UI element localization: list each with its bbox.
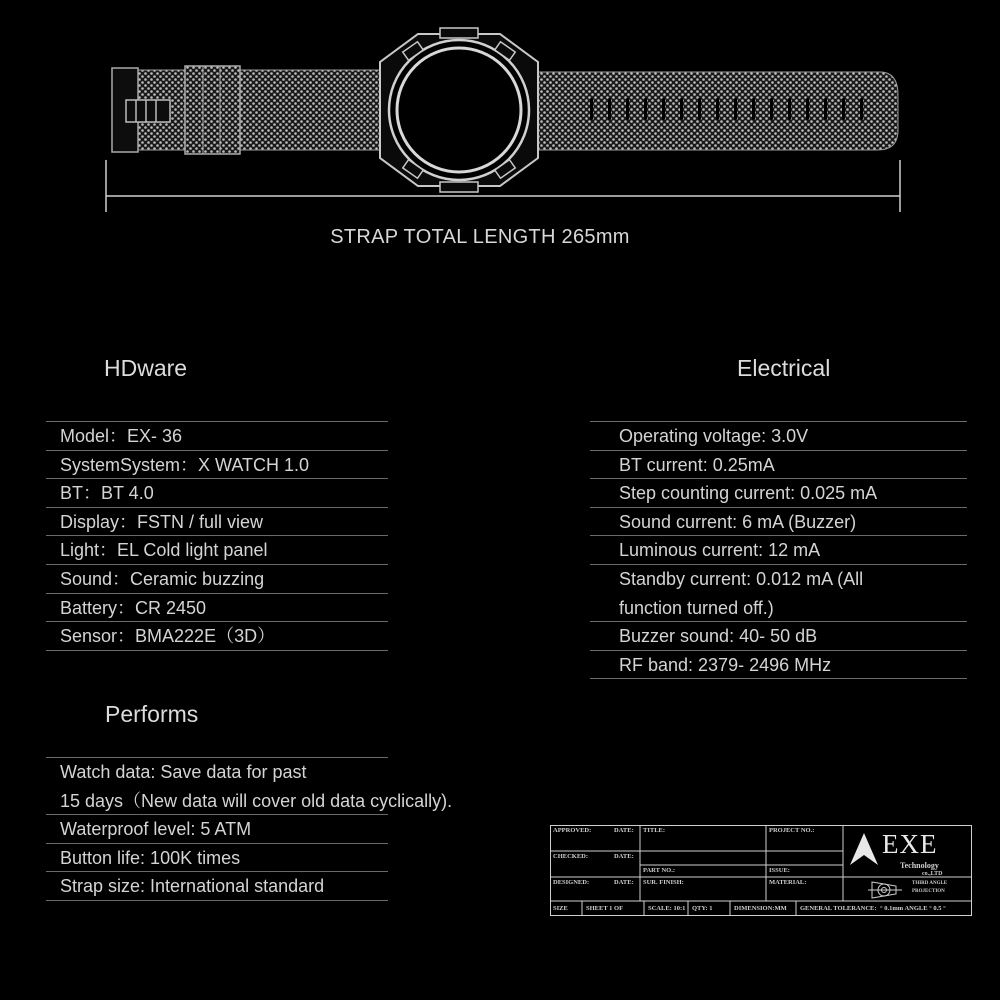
hardware-row-bt: BT：BT 4.0	[46, 479, 388, 508]
tb-date-label-2: DATE:	[614, 853, 634, 860]
tb-scale-label: SCALE: 10:1	[648, 905, 686, 912]
electrical-spec-table	[590, 421, 967, 679]
tb-material-label: MATERIAL:	[769, 879, 807, 886]
tb-designed-label: DESIGNED:	[553, 879, 590, 886]
watch-case	[380, 28, 538, 192]
tb-sur-finish-label: SUR. FINISH:	[643, 879, 684, 886]
tb-size-label: SIZE	[553, 905, 568, 912]
performs-row-waterproof: Waterproof level: 5 ATM	[46, 815, 388, 844]
electrical-row-sound-current: Sound current: 6 mA (Buzzer)	[590, 508, 967, 537]
electrical-row-luminous-current: Luminous current: 12 mA	[590, 536, 967, 565]
hardware-row-model: Model：EX- 36	[46, 422, 388, 451]
strap-right	[510, 72, 898, 150]
tb-date-label-3: DATE:	[614, 879, 634, 886]
projection-label: THIRD ANGLE	[912, 881, 948, 886]
logo-mark	[850, 833, 878, 865]
tb-tolerance-label: GENERAL TOLERANCE:	[800, 905, 877, 912]
performs-row-strap-size: Strap size: International standard	[46, 872, 388, 901]
electrical-row-standby-current-cont: function turned off.)	[590, 594, 967, 623]
tb-tolerance-values: ° 0.1mm ANGLE ° 0.5 °	[880, 905, 946, 912]
strap-length-caption: STRAP TOTAL LENGTH 265mm	[330, 226, 630, 248]
projection-label-2: PROJECTION	[912, 889, 945, 894]
electrical-row-bt-current: BT current: 0.25mA	[590, 451, 967, 480]
tb-checked-label: CHECKED:	[553, 853, 589, 860]
performs-row-button-life: Button life: 100K times	[46, 844, 388, 873]
hardware-row-system: SystemSystem：X WATCH 1.0	[46, 451, 388, 480]
electrical-section-title: Electrical	[737, 355, 831, 381]
company-suffix: co.,LTD	[922, 871, 943, 877]
company-name: Technology	[900, 861, 939, 870]
hardware-row-sound: Sound：Ceramic buzzing	[46, 565, 388, 594]
hardware-row-battery: Battery：CR 2450	[46, 594, 388, 623]
tb-date-label-1: DATE:	[614, 827, 634, 834]
company-logo-text: EXE	[882, 829, 938, 859]
tb-project-no-label: PROJECT NO.:	[769, 827, 815, 834]
performs-section-title: Performs	[105, 701, 199, 727]
electrical-row-step-current: Step counting current: 0.025 mA	[590, 479, 967, 508]
tb-issue-label: ISSUE:	[769, 867, 790, 874]
electrical-row-rf-band: RF band: 2379- 2496 MHz	[590, 651, 967, 680]
tb-sheet-label: SHEET 1 OF	[586, 905, 624, 912]
hardware-row-sensor: Sensor：BMA222E（3D）	[46, 622, 388, 651]
performs-row-watch-data-cont: 15 days（New data will cover old data cyclically).	[46, 787, 388, 816]
hardware-section-title: HDware	[104, 355, 188, 381]
drawing-title-block	[550, 825, 972, 916]
electrical-row-buzzer-sound: Buzzer sound: 40- 50 dB	[590, 622, 967, 651]
hardware-row-light: Light：EL Cold light panel	[46, 536, 388, 565]
tb-qty-label: QTY: 1	[692, 905, 713, 912]
tb-approved-label: APPROVED:	[553, 827, 592, 834]
hardware-spec-table	[46, 421, 388, 651]
tb-title-label: TITLE:	[643, 827, 666, 834]
performs-spec-table	[46, 757, 453, 901]
watch-side-drawing	[0, 0, 1000, 260]
projection-symbol	[868, 882, 902, 898]
tb-dimension-label: DIMENSION:MM	[734, 905, 787, 912]
performs-row-watch-data: Watch data: Save data for past	[60, 762, 307, 782]
buckle	[126, 100, 170, 122]
electrical-row-voltage: Operating voltage: 3.0V	[590, 422, 967, 451]
electrical-row-standby-current: Standby current: 0.012 mA (All	[619, 568, 864, 589]
tb-part-no-label: PART NO.:	[643, 867, 676, 874]
hardware-row-display: Display：FSTN / full view	[46, 508, 388, 537]
